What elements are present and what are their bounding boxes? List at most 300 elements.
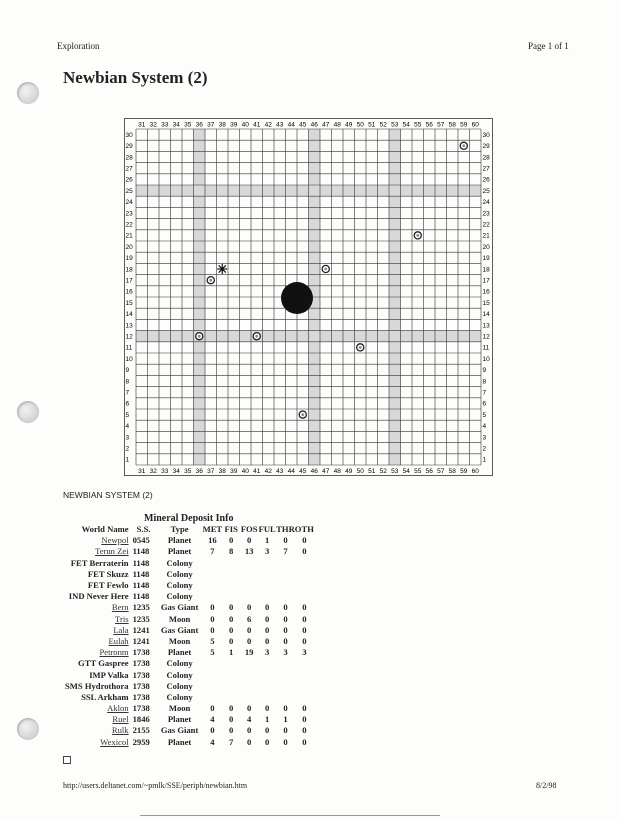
- ss-cell: 1148: [132, 557, 150, 568]
- mineral-title: Mineral Deposit Info: [144, 513, 234, 524]
- table-row: [63, 625, 314, 636]
- header-right: Page 1 of 1: [528, 41, 569, 51]
- x-label-bottom: 39: [230, 468, 238, 475]
- y-label-left: 20: [125, 243, 133, 251]
- value-cell: 0: [283, 613, 288, 624]
- value-cell: 0: [302, 736, 307, 747]
- x-label-bottom: 38: [218, 468, 226, 475]
- value-cell: 13: [244, 546, 254, 557]
- y-label-right: 12: [482, 333, 490, 341]
- table-row: [63, 714, 314, 725]
- value-cell: [258, 658, 276, 669]
- value-cell: 7: [283, 546, 288, 557]
- y-label-right: 21: [482, 232, 490, 240]
- table-row: [63, 737, 314, 748]
- x-label-bottom: 43: [276, 468, 284, 475]
- world-name: IND Never Here: [68, 591, 129, 602]
- type-cell: Gas Giant: [160, 725, 199, 736]
- value-cell: [240, 591, 258, 602]
- type-cell: Gas Giant: [160, 602, 199, 613]
- value-cell: 0: [229, 714, 234, 725]
- value-cell: [240, 692, 258, 703]
- y-label-right: 24: [482, 199, 490, 207]
- value-cell: 0: [210, 703, 215, 714]
- x-label-top: 31: [138, 121, 146, 129]
- type-cell: Colony: [166, 580, 193, 591]
- world-link[interactable]: Eulah: [108, 635, 129, 646]
- value-cell: [203, 669, 223, 680]
- value-cell: [295, 681, 314, 692]
- value-cell: 7: [210, 546, 215, 557]
- x-label-bottom: 33: [161, 468, 169, 475]
- ss-cell: 1148: [132, 568, 150, 579]
- col-oth: OTH: [294, 524, 314, 535]
- ss-cell: 1148: [132, 580, 150, 591]
- y-label-right: 6: [482, 400, 487, 408]
- ss-cell: 0545: [132, 535, 150, 546]
- value-cell: 0: [265, 624, 270, 635]
- value-cell: 0: [229, 535, 234, 546]
- x-label-top: 60: [471, 121, 479, 129]
- type-cell: Planet: [167, 714, 192, 725]
- world-link[interactable]: Rulk: [111, 725, 129, 736]
- value-cell: [295, 569, 314, 580]
- type-cell: Moon: [168, 613, 191, 624]
- world-name: FET Fewlo: [87, 580, 129, 591]
- table-row: [63, 703, 314, 714]
- y-label-left: 3: [125, 434, 130, 442]
- world-name: FET Berraterin: [70, 557, 129, 568]
- value-cell: 0: [302, 613, 307, 624]
- world-marker-core: [324, 268, 327, 271]
- world-link[interactable]: Petronm: [99, 647, 129, 658]
- value-cell: 0: [265, 725, 270, 736]
- value-cell: [258, 692, 276, 703]
- value-cell: [222, 681, 240, 692]
- y-label-left: 17: [125, 277, 133, 285]
- world-marker-core: [255, 335, 258, 338]
- x-label-bottom: 55: [414, 468, 422, 475]
- world-link[interactable]: Terun Zei: [95, 546, 129, 557]
- type-cell: Colony: [166, 557, 193, 568]
- value-cell: [222, 558, 240, 569]
- world-name: IMP Valka: [89, 669, 129, 680]
- x-label-bottom: 31: [138, 468, 146, 475]
- x-label-bottom: 37: [207, 468, 215, 475]
- x-label-bottom: 35: [184, 468, 192, 475]
- value-cell: [258, 580, 276, 591]
- value-cell: [295, 558, 314, 569]
- value-cell: 0: [265, 602, 270, 613]
- value-cell: [295, 658, 314, 669]
- value-cell: [276, 558, 295, 569]
- value-cell: 0: [265, 613, 270, 624]
- value-cell: [240, 669, 258, 680]
- x-label-top: 57: [437, 121, 445, 129]
- value-cell: 0: [283, 703, 288, 714]
- world-link[interactable]: Bern: [111, 602, 129, 613]
- ss-cell: 1738: [132, 691, 150, 702]
- y-label-right: 17: [482, 277, 490, 285]
- x-label-bottom: 49: [345, 468, 353, 475]
- value-cell: 4: [210, 736, 215, 747]
- y-label-left: 12: [125, 333, 133, 341]
- ss-cell: 1148: [132, 591, 150, 602]
- value-cell: 0: [302, 703, 307, 714]
- value-cell: [222, 692, 240, 703]
- y-label-left: 10: [125, 355, 133, 363]
- table-row: [63, 546, 314, 557]
- table-row: [63, 636, 314, 647]
- y-label-right: 18: [482, 266, 490, 274]
- table-row: [63, 558, 314, 569]
- section-label: NEWBIAN SYSTEM (2): [63, 490, 153, 500]
- value-cell: 5: [210, 635, 215, 646]
- value-cell: 19: [244, 647, 254, 658]
- y-label-left: 30: [125, 131, 133, 139]
- value-cell: 3: [265, 546, 270, 557]
- type-cell: Colony: [166, 691, 193, 702]
- value-cell: [258, 569, 276, 580]
- ss-cell: 1846: [132, 714, 150, 725]
- ss-cell: 1235: [132, 602, 150, 613]
- value-cell: [203, 580, 223, 591]
- col-ss: S.S.: [136, 524, 151, 535]
- y-label-right: 26: [482, 176, 490, 184]
- y-label-right: 7: [482, 389, 487, 397]
- table-row: [63, 535, 314, 546]
- value-cell: 0: [210, 613, 215, 624]
- x-label-bottom: 56: [425, 468, 433, 475]
- value-cell: 0: [302, 624, 307, 635]
- world-link[interactable]: Lala: [113, 624, 129, 635]
- value-cell: 3: [302, 647, 307, 658]
- binder-hole-top: [17, 82, 39, 104]
- type-cell: Moon: [168, 635, 191, 646]
- x-label-bottom: 45: [299, 468, 307, 475]
- value-cell: 0: [247, 736, 252, 747]
- value-cell: 1: [265, 714, 270, 725]
- table-row: [63, 681, 314, 692]
- type-cell: Planet: [167, 546, 192, 557]
- col-type: Type: [170, 524, 189, 535]
- col-fos: FOS: [240, 524, 258, 535]
- value-cell: [240, 569, 258, 580]
- ss-cell: 1738: [132, 703, 150, 714]
- col-world-name: World Name: [81, 524, 129, 535]
- x-label-top: 51: [368, 121, 376, 129]
- y-label-left: 28: [125, 154, 133, 162]
- binder-hole-bottom: [17, 718, 39, 740]
- y-label-right: 16: [482, 288, 490, 296]
- world-marker-core: [416, 234, 419, 237]
- y-label-left: 1: [125, 456, 130, 464]
- value-cell: 0: [210, 602, 215, 613]
- ss-cell: 1235: [132, 613, 150, 624]
- value-cell: 0: [229, 635, 234, 646]
- col-ful: FUL: [258, 524, 276, 535]
- ss-cell: 1241: [132, 624, 150, 635]
- type-cell: Moon: [168, 703, 191, 714]
- value-cell: [222, 569, 240, 580]
- value-cell: 0: [247, 624, 252, 635]
- table-row: [63, 647, 314, 658]
- x-label-top: 55: [414, 121, 422, 129]
- header-left: Exploration: [57, 41, 100, 51]
- table-row: [63, 725, 314, 736]
- x-label-top: 44: [287, 121, 295, 129]
- x-label-top: 37: [207, 121, 215, 129]
- y-label-left: 15: [125, 299, 133, 307]
- value-cell: [258, 681, 276, 692]
- type-cell: Planet: [167, 647, 192, 658]
- mineral-table: [63, 524, 314, 748]
- x-label-top: 40: [241, 121, 249, 129]
- y-label-left: 13: [125, 322, 133, 330]
- ss-cell: 1738: [132, 680, 150, 691]
- ss-cell: 1148: [132, 546, 150, 557]
- x-label-top: 35: [184, 121, 192, 129]
- value-cell: 4: [210, 714, 215, 725]
- asterisk-marker: [217, 264, 227, 274]
- col-met: MET: [202, 524, 223, 535]
- y-label-left: 11: [125, 344, 133, 352]
- x-label-top: 46: [310, 121, 318, 129]
- x-label-top: 54: [402, 121, 410, 129]
- ss-cell: 2155: [132, 725, 150, 736]
- value-cell: [295, 669, 314, 680]
- value-cell: [276, 580, 295, 591]
- table-row: [63, 580, 314, 591]
- value-cell: [240, 580, 258, 591]
- x-label-top: 42: [264, 121, 272, 129]
- value-cell: [222, 591, 240, 602]
- y-label-left: 6: [125, 400, 130, 408]
- value-cell: 0: [283, 535, 288, 546]
- page-title: Newbian System (2): [63, 68, 208, 87]
- value-cell: 0: [229, 613, 234, 624]
- value-cell: [203, 681, 223, 692]
- y-label-left: 19: [125, 255, 133, 263]
- value-cell: [276, 669, 295, 680]
- value-cell: 0: [283, 736, 288, 747]
- type-cell: Colony: [166, 658, 193, 669]
- y-label-left: 16: [125, 288, 133, 296]
- value-cell: 0: [265, 736, 270, 747]
- y-label-left: 4: [125, 423, 130, 431]
- value-cell: 1: [229, 647, 234, 658]
- x-label-bottom: 40: [241, 468, 249, 475]
- x-label-bottom: 58: [448, 468, 456, 475]
- ss-cell: 1241: [132, 635, 150, 646]
- value-cell: [276, 692, 295, 703]
- y-label-right: 2: [482, 445, 487, 453]
- x-label-bottom: 41: [253, 468, 261, 475]
- col-fis: FIS: [224, 524, 238, 535]
- value-cell: [203, 569, 223, 580]
- world-link[interactable]: Newpol: [101, 535, 129, 546]
- x-label-bottom: 51: [368, 468, 376, 475]
- y-label-right: 20: [482, 243, 490, 251]
- value-cell: 7: [229, 736, 234, 747]
- value-cell: 0: [283, 624, 288, 635]
- checkbox[interactable]: [63, 756, 71, 764]
- x-label-top: 32: [149, 121, 157, 129]
- value-cell: 0: [302, 535, 307, 546]
- value-cell: 0: [210, 624, 215, 635]
- x-label-bottom: 46: [310, 468, 318, 475]
- y-label-right: 3: [482, 434, 487, 442]
- value-cell: [276, 681, 295, 692]
- x-label-bottom: 60: [471, 468, 479, 475]
- footer-url[interactable]: http://users.deltanet.com/~pmlk/SSE/periph/newbian.htm: [63, 781, 248, 790]
- value-cell: 1: [265, 535, 270, 546]
- x-label-top: 49: [345, 121, 353, 129]
- x-label-bottom: 36: [195, 468, 203, 475]
- y-label-right: 1: [482, 456, 487, 464]
- x-label-bottom: 44: [287, 468, 295, 475]
- world-link[interactable]: Tris: [115, 613, 129, 624]
- world-name: FET Skuzz: [87, 568, 129, 579]
- value-cell: 0: [229, 602, 234, 613]
- x-label-top: 50: [356, 121, 364, 129]
- x-label-top: 58: [448, 121, 456, 129]
- ss-cell: 1738: [132, 658, 150, 669]
- value-cell: 0: [247, 602, 252, 613]
- y-label-left: 2: [125, 445, 130, 453]
- world-marker-core: [209, 279, 212, 282]
- table-row: [63, 602, 314, 613]
- value-cell: 1: [283, 714, 288, 725]
- y-label-left: 25: [125, 187, 133, 195]
- table-row: [63, 669, 314, 680]
- value-cell: [240, 658, 258, 669]
- ss-cell: 2959: [132, 736, 150, 747]
- value-cell: 8: [229, 546, 234, 557]
- sun-marker: [281, 282, 313, 314]
- mineral-table-header: [63, 524, 314, 535]
- value-cell: 0: [283, 602, 288, 613]
- world-name: SMS Hydrothora: [65, 680, 129, 691]
- value-cell: 0: [283, 725, 288, 736]
- value-cell: 3: [265, 647, 270, 658]
- world-link[interactable]: Ruel: [112, 714, 129, 725]
- x-label-top: 47: [322, 121, 330, 129]
- y-label-right: 15: [482, 299, 490, 307]
- value-cell: [222, 669, 240, 680]
- value-cell: [203, 658, 223, 669]
- world-link[interactable]: Wexicol: [100, 736, 129, 747]
- x-label-bottom: 54: [402, 468, 410, 475]
- y-label-left: 7: [125, 389, 130, 397]
- value-cell: [203, 692, 223, 703]
- table-row: [63, 569, 314, 580]
- value-cell: 0: [229, 624, 234, 635]
- value-cell: [258, 669, 276, 680]
- value-cell: 0: [283, 635, 288, 646]
- value-cell: 0: [265, 703, 270, 714]
- value-cell: 0: [302, 725, 307, 736]
- value-cell: [276, 569, 295, 580]
- y-label-right: 9: [482, 367, 487, 375]
- value-cell: [276, 658, 295, 669]
- value-cell: 0: [229, 725, 234, 736]
- value-cell: 3: [283, 647, 288, 658]
- y-label-right: 4: [482, 423, 487, 431]
- x-label-bottom: 52: [379, 468, 387, 475]
- type-cell: Colony: [166, 669, 193, 680]
- value-cell: 5: [210, 647, 215, 658]
- world-marker-core: [462, 144, 465, 147]
- y-label-right: 23: [482, 210, 490, 218]
- x-label-top: 52: [379, 121, 387, 129]
- x-label-bottom: 48: [333, 468, 341, 475]
- col-thr: THR: [276, 524, 295, 535]
- value-cell: 4: [247, 714, 252, 725]
- table-row: [63, 692, 314, 703]
- binder-hole-middle: [17, 401, 39, 423]
- y-label-left: 5: [125, 411, 130, 419]
- value-cell: 0: [247, 535, 252, 546]
- x-label-bottom: 42: [264, 468, 272, 475]
- y-label-right: 5: [482, 411, 487, 419]
- world-marker-core: [359, 346, 362, 349]
- sector-map: [124, 118, 488, 485]
- y-label-left: 21: [125, 232, 133, 240]
- value-cell: 0: [302, 635, 307, 646]
- table-row: [63, 614, 314, 625]
- y-label-left: 29: [125, 143, 133, 151]
- type-cell: Colony: [166, 680, 193, 691]
- x-label-bottom: 34: [172, 468, 180, 475]
- y-label-right: 25: [482, 187, 490, 195]
- type-cell: Planet: [167, 736, 192, 747]
- x-label-top: 59: [460, 121, 468, 129]
- x-label-top: 34: [172, 121, 180, 129]
- y-label-right: 22: [482, 221, 490, 229]
- y-label-left: 9: [125, 367, 130, 375]
- value-cell: [258, 558, 276, 569]
- table-row: [63, 658, 314, 669]
- x-label-top: 56: [425, 121, 433, 129]
- y-label-right: 28: [482, 154, 490, 162]
- value-cell: [295, 580, 314, 591]
- world-name: SSL Arkham: [81, 691, 129, 702]
- x-label-bottom: 59: [460, 468, 468, 475]
- world-marker-core: [301, 413, 304, 416]
- x-label-bottom: 57: [437, 468, 445, 475]
- y-label-left: 24: [125, 199, 133, 207]
- x-label-top: 48: [333, 121, 341, 129]
- x-label-bottom: 47: [322, 468, 330, 475]
- x-label-top: 38: [218, 121, 226, 129]
- y-label-left: 27: [125, 165, 133, 173]
- footer-date: 8/2/98: [536, 781, 557, 790]
- x-label-top: 53: [391, 121, 399, 129]
- value-cell: 0: [265, 635, 270, 646]
- y-label-right: 10: [482, 355, 490, 363]
- x-label-top: 39: [230, 121, 238, 129]
- y-label-right: 29: [482, 143, 490, 151]
- world-name: GTT Gaspree: [78, 658, 129, 669]
- world-link[interactable]: Aklon: [107, 703, 129, 714]
- type-cell: Planet: [167, 535, 192, 546]
- value-cell: 6: [247, 613, 252, 624]
- ss-cell: 1738: [132, 647, 150, 658]
- y-label-left: 26: [125, 176, 133, 184]
- value-cell: [276, 591, 295, 602]
- value-cell: 0: [210, 725, 215, 736]
